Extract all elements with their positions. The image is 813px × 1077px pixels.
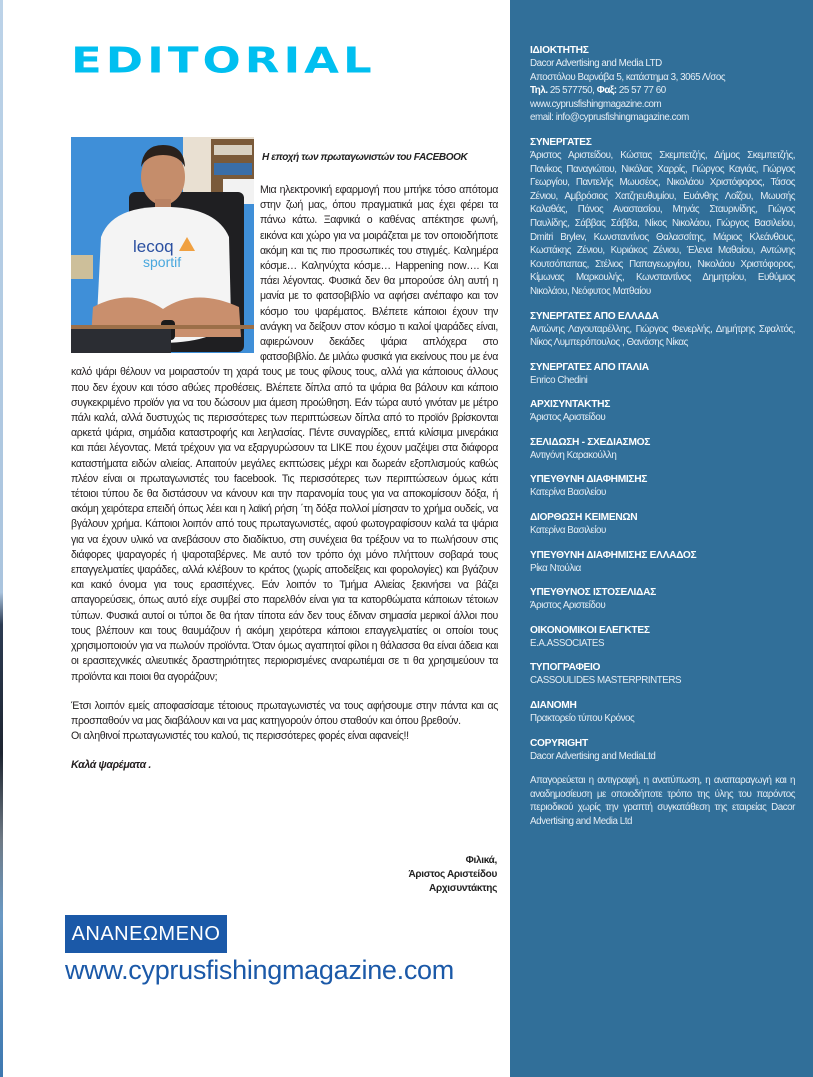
masthead-heading: ΥΠΕΥΘΥΝΟΣ ΙΣΤΟΣΕΛΙΔΑΣ: [530, 587, 656, 599]
masthead-body: Αντώνης Λαγουταρέλλης, Γιώργος Φενερλής, Δημήτρης Σφαλτός, Νίκος Λυμπερόπουλος , Θανάσης Νίκας: [530, 323, 795, 349]
fax-label: Φαξ:: [596, 85, 617, 97]
masthead-owner: [530, 44, 795, 125]
shirt-logo-text-1: lecoq: [133, 237, 174, 256]
masthead-heading: ΣΥΝΕΡΓΑΤΕΣ ΑΠΟ ΕΛΛΑΔΑ: [530, 310, 659, 322]
masthead-heading: ΣΕΛΙΔΩΣΗ - ΣΧΕΔΙΑΣΜΟΣ: [530, 436, 651, 448]
masthead-sections: [530, 136, 795, 763]
owner-address: Αποστόλου Βαρνάβα 5, κατάστημα 3, 3065 Λ/σος: [530, 71, 726, 83]
masthead-body: E.A.ASSOCIATES: [530, 637, 605, 649]
photo-text-wrap-spacer: [71, 183, 260, 359]
masthead-section: [530, 511, 795, 538]
masthead-sidebar: [510, 0, 813, 1077]
masthead-body: Πρακτορείο τύπου Κρόνος: [530, 713, 635, 725]
signature-role: Αρχισυντάκτης: [429, 883, 497, 894]
renewed-badge: ΑΝΑΝΕΩΜΕΝΟ: [65, 915, 227, 953]
masthead-section: [530, 310, 795, 350]
article-paragraph: Έτσι λοιπόν εμείς αποφασίσαμε τέτοιους πρωταγωνιστές να τους αφήσουμε στην πάντα και ας προσπαθούν να μας διαβάλουν και να μας κατηγορούν όπου σταθούν και όπου βρεθούν.: [71, 699, 498, 727]
signature-block: [195, 854, 497, 896]
masthead-body: Κατερίνα Βασιλείου: [530, 525, 606, 537]
masthead-body: Αντιγόνη Καρακούλλη: [530, 449, 617, 461]
masthead-section: [530, 436, 795, 463]
owner-email-link[interactable]: email: info@cyprusfishingmagazine.com: [530, 112, 689, 124]
owner-company: Dacor Advertising and Media LTD: [530, 58, 662, 69]
masthead-heading: COPYRIGHT: [530, 737, 588, 749]
masthead-heading: ΥΠΕΥΘΥΝΗ ΔΙΑΦΗΜΙΣΗΣ: [530, 474, 648, 486]
masthead-section: [530, 737, 795, 764]
masthead-heading: ΙΔΙΟΚΤΗΤΗΣ: [530, 45, 589, 56]
masthead-heading: ΔΙΟΡΘΩΣΗ ΚΕΙΜΕΝΩΝ: [530, 512, 638, 524]
article-signoff: Καλά ψαρέματα .: [71, 759, 152, 772]
masthead-section: [530, 136, 795, 299]
signature-closing: Φιλικά,: [465, 855, 497, 866]
copyright-notice-text: Απαγορεύεται η αντιγραφή, η ανατύπωση, η αναπαραγωγή και η αναδημοσίευση με οποιοδήποτε τρόπο της ύλης του παρόντος περιοδικού χωρίς την γραπτή συγκατάθεση της εταιρείας Dacor Advertising and Media Ltd: [530, 775, 795, 827]
masthead-body: Ρίκα Ντούλια: [530, 562, 581, 574]
masthead-body: Άριστος Αριστείδου, Κώστας Σκεμπετζής, Δήμος Σκεμπετζής, Πανίκος Παναγιώτου, Νικόλας Χαρρίς, Γιώργος Καγιάς, Γιώργος Γεωργίου, Παντελής Μωυσέος, Νικολάου Χριστόφορος, Τάσος Ζένιου, Αμβρόσιος Χατζηευθυμίου, Ευάνθης Λοΐζου, Μωυσής Καλαθάς, Πάνος Αναστασίου, Μηνάς Σταυρινίδης, Γιώγος Παυλίδης, Σάββας Σάββα, Νίκος Νικολάου, Γιώργος Βασιλείου, Dmitri Brylev, Κωνσταντίνος Θαλασσίτης, Μάριος Κλεάνθους, Κωστάκης Ζένιου, Κυριάκος Ζένιου, Έλενα Μαθαίου, Αντώνης Κουτσόπαπας, Στέλιος Παπαγεωργίου, Νικολάου Χριστόφορος, Κίμωνας Μαρκουλής, Κωνσταντίνος Δημητρίου, Ευθύμιος Νικολάου, Νεόφυτος Ματθαίου: [530, 149, 795, 297]
article-body: [71, 183, 498, 774]
page-title: EDITORIAL: [71, 38, 376, 82]
article-paragraph: Οι αληθινοί πρωταγωνιστές του καλού, τις περισσότερες φορές είναι αφανείς!!: [71, 730, 409, 743]
masthead-section: [530, 398, 795, 425]
masthead-section: [530, 586, 795, 613]
masthead-heading: ΣΥΝΕΡΓΑΤΕΣ: [530, 136, 592, 148]
owner-website-link[interactable]: www.cyprusfishingmagazine.com: [530, 98, 662, 110]
masthead-body: Dacor Advertising and MediaLtd: [530, 750, 656, 762]
masthead-section: [530, 549, 795, 576]
website-link[interactable]: www.cyprusfishingmagazine.com: [65, 955, 454, 985]
masthead-section: [530, 473, 795, 500]
article-paragraph: Μια ηλεκτρονική εφαρμογή που μπήκε τόσο απότομα στην ζωή μας, όπου πραγματικά μας έχει φέρει τα πάνω κάτω. Ξαφνικά ο καθένας απέκτησε φωνή, εικόνα και χώρο για να μοιράζεται με τον οποιοδήποτε ακόμη και τις πιο προσωπικές του στιγμές. Καλημέρα κόσμε… Καληνύχτα κόσμε… Happening now…. Και πάει λέγοντας. Φυσικά δεν θα μπορούσε όλη αυτή η μανία με το φατσοβιβλίο να αφήσει ανέπαφο και τον κόσμο του ψαρέματος. Βλέπετε κάποιοι έχουν την ανάγκη να δείξουν στον κόσμο τι καλοί ψαράδες είναι, αφιερώνουν δεκάδες ψάρια απλόχερα στο φατσοβιβλίο. Δε μιλάω φυσικά για εκείνους που με ένα καλό ψάρι θέλουν να μοιραστούν τη χαρά τους με τους φίλους τους, αλλά για κάποιους άλλους που δεν έχουν και τόσο αθώες προθέσεις. Βλέπετε δίπλα από τα ψάρια θα βάλουν και κάποιο συγκεκριμένο προϊόν για να του δώσουν μια άμεση προώθηση. Εάν τώρα αυτό γινόταν με μέτρο πάλι καλά, αλλά δυστυχώς τις περισσότερες των περιπτώσεων δίπλα από το προϊόν βρίσκονται αρκετά ψάρια, σημάδια καταστροφής και λεηλασίας. Πέντε συναγρίδες, επτά κιλίσιμα μινεράκια και πάει λέγοντας. Μετά τρέχουν για να εξαργυρώσουν τα LIKE που έχουν μαζέψει στα διάφορα καταστήματα ειδών αλιείας. Απαιτούν μεγάλες εκπτώσεις μέχρι και δωρεάν εξοπλισμούς καθώς πλέον είναι οι πρωταγωνιστές του facebook. Τις περισσότερες των περιπτώσεων όμως κάτι τέτοιοι τύπου δε θα διστάσουν να κάνουν και την παρανομία τους για να αποκομίσουν δόξα, ή ακόμη χειρότερα επειδή όπως λέει και η λαϊκή ρήση ΄τη δόξα πολλοί μίσησαν το χρήμα ουδείς, να βγάλουν χρήμα. Κάποιοι λοιπόν από τους πρωταγωνιστές, αφού φωτογραφίσουν καλά τα ψάρια για να έχουν υλικό να ανεβάσουν στο διαδίκτυο, στη συνέχεια θα τρέξουν να το πωλήσουν στις διάφορες ψαραγορές ή ψαροταβέρνες. Με αυτό τον τρόπο όχι μόνο πλήττουν σοβαρά τους επαγγελματίες ψαράδες, αλλά κλέβουν το κράτος (χωρίς αποδείξεις και φορολογίες) και βγάζουν και κακό όνομα για τους ερασιτέχνες. Εάν λοιπόν το Τμήμα Αλιείας ξεκινήσει να βάζει απαγορεύσεις, όπως αυτό είχε συμβεί στο παρελθόν είναι για τα κατορθώματα κάποιων τέτοιων τύπων. Φυσικά αυτοί οι τύποι δε θα ήταν τίποτα εάν δεν τους έδιναν σημασία μερικοί άλλοι που τους βλέπουν και τους θαυμάζουν ή ακόμη χειρότερα κάποιοι επαγγελματίες οι οποίοι τους χρησιμοποιούν για να πωλούν προϊόντα. Όταν όμως αγαπητοί φίλοι η θάλασσα θα είναι άδεια και οι ερασιτεχνικές αλιευτικές δραστηριότητες περιορισμένες αναρωτιέμαι σε τι θα χρησιμεύουν τα προϊόντα και ποιοι θα αγοράζουν;: [71, 184, 498, 683]
fax-value: 25 57 77 60: [618, 85, 666, 97]
masthead-body: Κατερίνα Βασιλείου: [530, 487, 606, 499]
copyright-notice: [530, 774, 795, 828]
masthead-heading: ΑΡΧΙΣΥΝΤΑΚΤΗΣ: [530, 399, 611, 411]
signature-name: Άριστος Αριστείδου: [408, 869, 497, 880]
masthead-section: [530, 624, 795, 651]
tel-value: 25 577750,: [549, 85, 595, 97]
masthead-heading: ΣΥΝΕΡΓΑΤΕΣ ΑΠΟ ΙΤΑΛΙΑ: [530, 361, 649, 373]
masthead-section: [530, 361, 795, 388]
masthead-heading: ΥΠΕΥΘΥΝΗ ΔΙΑΦΗΜΙΣΗΣ ΕΛΛΑΔΟΣ: [530, 549, 697, 561]
masthead-section: [530, 699, 795, 726]
masthead-body: CASSOULIDES MASTERPRINTERS: [530, 675, 682, 687]
masthead-section: [530, 661, 795, 688]
masthead-body: Άριστος Αριστείδου: [530, 412, 606, 424]
tel-label: Τηλ.: [530, 85, 548, 97]
shirt-logo-text-2: sportif: [143, 254, 182, 270]
masthead-body: Enrico Chedini: [530, 374, 588, 386]
masthead-heading: ΤΥΠΟΓΡΑΦΕΙΟ: [530, 662, 601, 674]
masthead-heading: ΔΙΑΝΟΜΗ: [530, 700, 577, 712]
masthead-heading: ΟΙΚΟΝΟΜΙΚΟΙ ΕΛΕΓΚΤΕΣ: [530, 624, 650, 636]
masthead-body: Άριστος Αριστείδου: [530, 600, 606, 612]
article-heading: Η εποχή των πρωταγωνιστών του FACEBOOK: [262, 152, 468, 163]
